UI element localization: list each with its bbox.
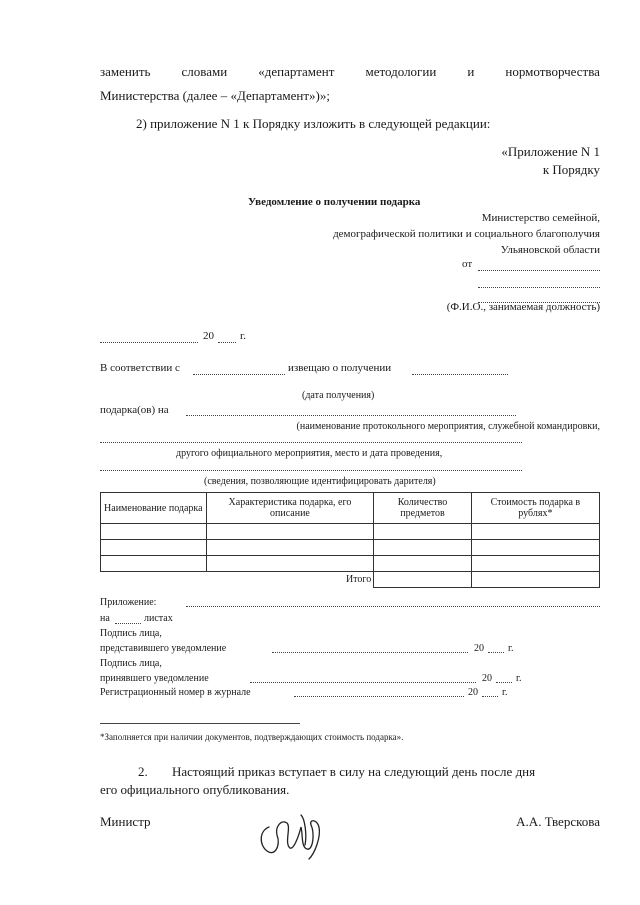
gift-table bbox=[100, 492, 600, 588]
date-year: 20 bbox=[203, 330, 214, 342]
word: методологии bbox=[365, 64, 437, 79]
year-line bbox=[488, 652, 504, 653]
signer-position: Министр bbox=[100, 814, 151, 829]
reg-label: Регистрационный номер в журнале bbox=[100, 687, 251, 698]
basis-line bbox=[193, 374, 285, 375]
attachment-line bbox=[186, 606, 600, 607]
event-line bbox=[186, 415, 516, 416]
sign2-year-suffix: г. bbox=[516, 673, 522, 684]
event-line-2 bbox=[100, 442, 522, 443]
header-cost: Стоимость подарка в рублях* bbox=[471, 493, 599, 524]
word: заменить bbox=[100, 64, 151, 79]
appendix-ref: к Порядку bbox=[542, 162, 600, 177]
caption-1: (наименование протокольного мероприятия, служебной командировки, bbox=[296, 421, 600, 432]
caption-2: другого официального мероприятия, место и дата проведения, bbox=[176, 448, 443, 459]
receipt-date-line bbox=[412, 374, 508, 375]
sign2-a: Подпись лица, bbox=[100, 658, 162, 669]
from-label: от bbox=[462, 258, 473, 270]
sign1-b: представившего уведомление bbox=[100, 643, 227, 654]
header-quantity: Количество предметов bbox=[374, 493, 471, 524]
year-line bbox=[218, 342, 236, 343]
sheets-suffix: листах bbox=[144, 613, 173, 624]
gift-label: подарка(ов) на bbox=[100, 404, 169, 416]
donor-line bbox=[100, 470, 522, 471]
sign1-year: 20 bbox=[474, 643, 484, 654]
sign2-b: принявшего уведомление bbox=[100, 673, 209, 684]
total-label: Итого bbox=[345, 574, 372, 586]
notice-title: Уведомление о получении подарка bbox=[248, 196, 421, 208]
table-row bbox=[101, 540, 600, 556]
date-line bbox=[100, 342, 198, 343]
p1-start: В соответствии с bbox=[100, 362, 180, 374]
year-line bbox=[482, 696, 498, 697]
from-line bbox=[478, 270, 600, 271]
header-name: Наименование подарка bbox=[101, 493, 207, 524]
recipient-line-3: Ульяновской области bbox=[500, 244, 600, 256]
sign1-line bbox=[272, 652, 468, 653]
item-2: 2) приложение N 1 к Порядку изложить в следующей редакции: bbox=[136, 116, 491, 131]
word: словами bbox=[181, 64, 228, 79]
reg-line bbox=[294, 696, 464, 697]
table-row bbox=[101, 524, 600, 540]
table-total-row bbox=[101, 572, 600, 588]
table-row bbox=[101, 556, 600, 572]
sheets-prefix: на bbox=[100, 613, 110, 624]
clause-number: 2. bbox=[138, 764, 148, 779]
p1-mid: извещаю о получении bbox=[288, 362, 392, 374]
fio-caption: (Ф.И.О., занимаемая должность) bbox=[446, 301, 600, 313]
footnote: *Заполняется при наличии документов, подтверждающих стоимость подарка». bbox=[100, 732, 404, 742]
clause-text-2: его официального опубликования. bbox=[100, 782, 290, 797]
sheets-line bbox=[115, 623, 141, 624]
clause-text-1: Настоящий приказ вступает в силу на следующий день после дня bbox=[172, 764, 536, 779]
table-header-row bbox=[101, 493, 600, 524]
header-description: Характеристика подарка, его описание bbox=[206, 493, 374, 524]
word: «департамент bbox=[258, 64, 335, 79]
attachment-label: Приложение: bbox=[100, 597, 157, 608]
recipient-line-2: демографической политики и социального благополучия bbox=[333, 228, 600, 240]
footnote-divider bbox=[100, 723, 300, 724]
signer-name: А.А. Тверскова bbox=[516, 814, 600, 829]
appendix-number: «Приложение N 1 bbox=[501, 144, 600, 159]
date-caption: (дата получения) bbox=[302, 390, 375, 401]
text-line-2: Министерства (далее – «Департамент»)»; bbox=[100, 88, 330, 103]
sign2-year: 20 bbox=[482, 673, 492, 684]
sign1-year-suffix: г. bbox=[508, 643, 514, 654]
text-line-1 bbox=[100, 64, 600, 80]
recipient-line-1: Министерство семейной, bbox=[481, 212, 600, 224]
blank-line bbox=[478, 287, 600, 288]
reg-year: 20 bbox=[468, 687, 478, 698]
reg-year-suffix: г. bbox=[502, 687, 508, 698]
word: и bbox=[467, 64, 475, 79]
date-suffix: г. bbox=[240, 330, 247, 342]
year-line bbox=[496, 682, 512, 683]
word: нормотворчества bbox=[505, 64, 600, 79]
sign1-a: Подпись лица, bbox=[100, 628, 162, 639]
sign2-line bbox=[250, 682, 476, 683]
handwritten-signature bbox=[255, 805, 335, 865]
caption-3: (сведения, позволяющие идентифицировать дарителя) bbox=[204, 476, 436, 487]
